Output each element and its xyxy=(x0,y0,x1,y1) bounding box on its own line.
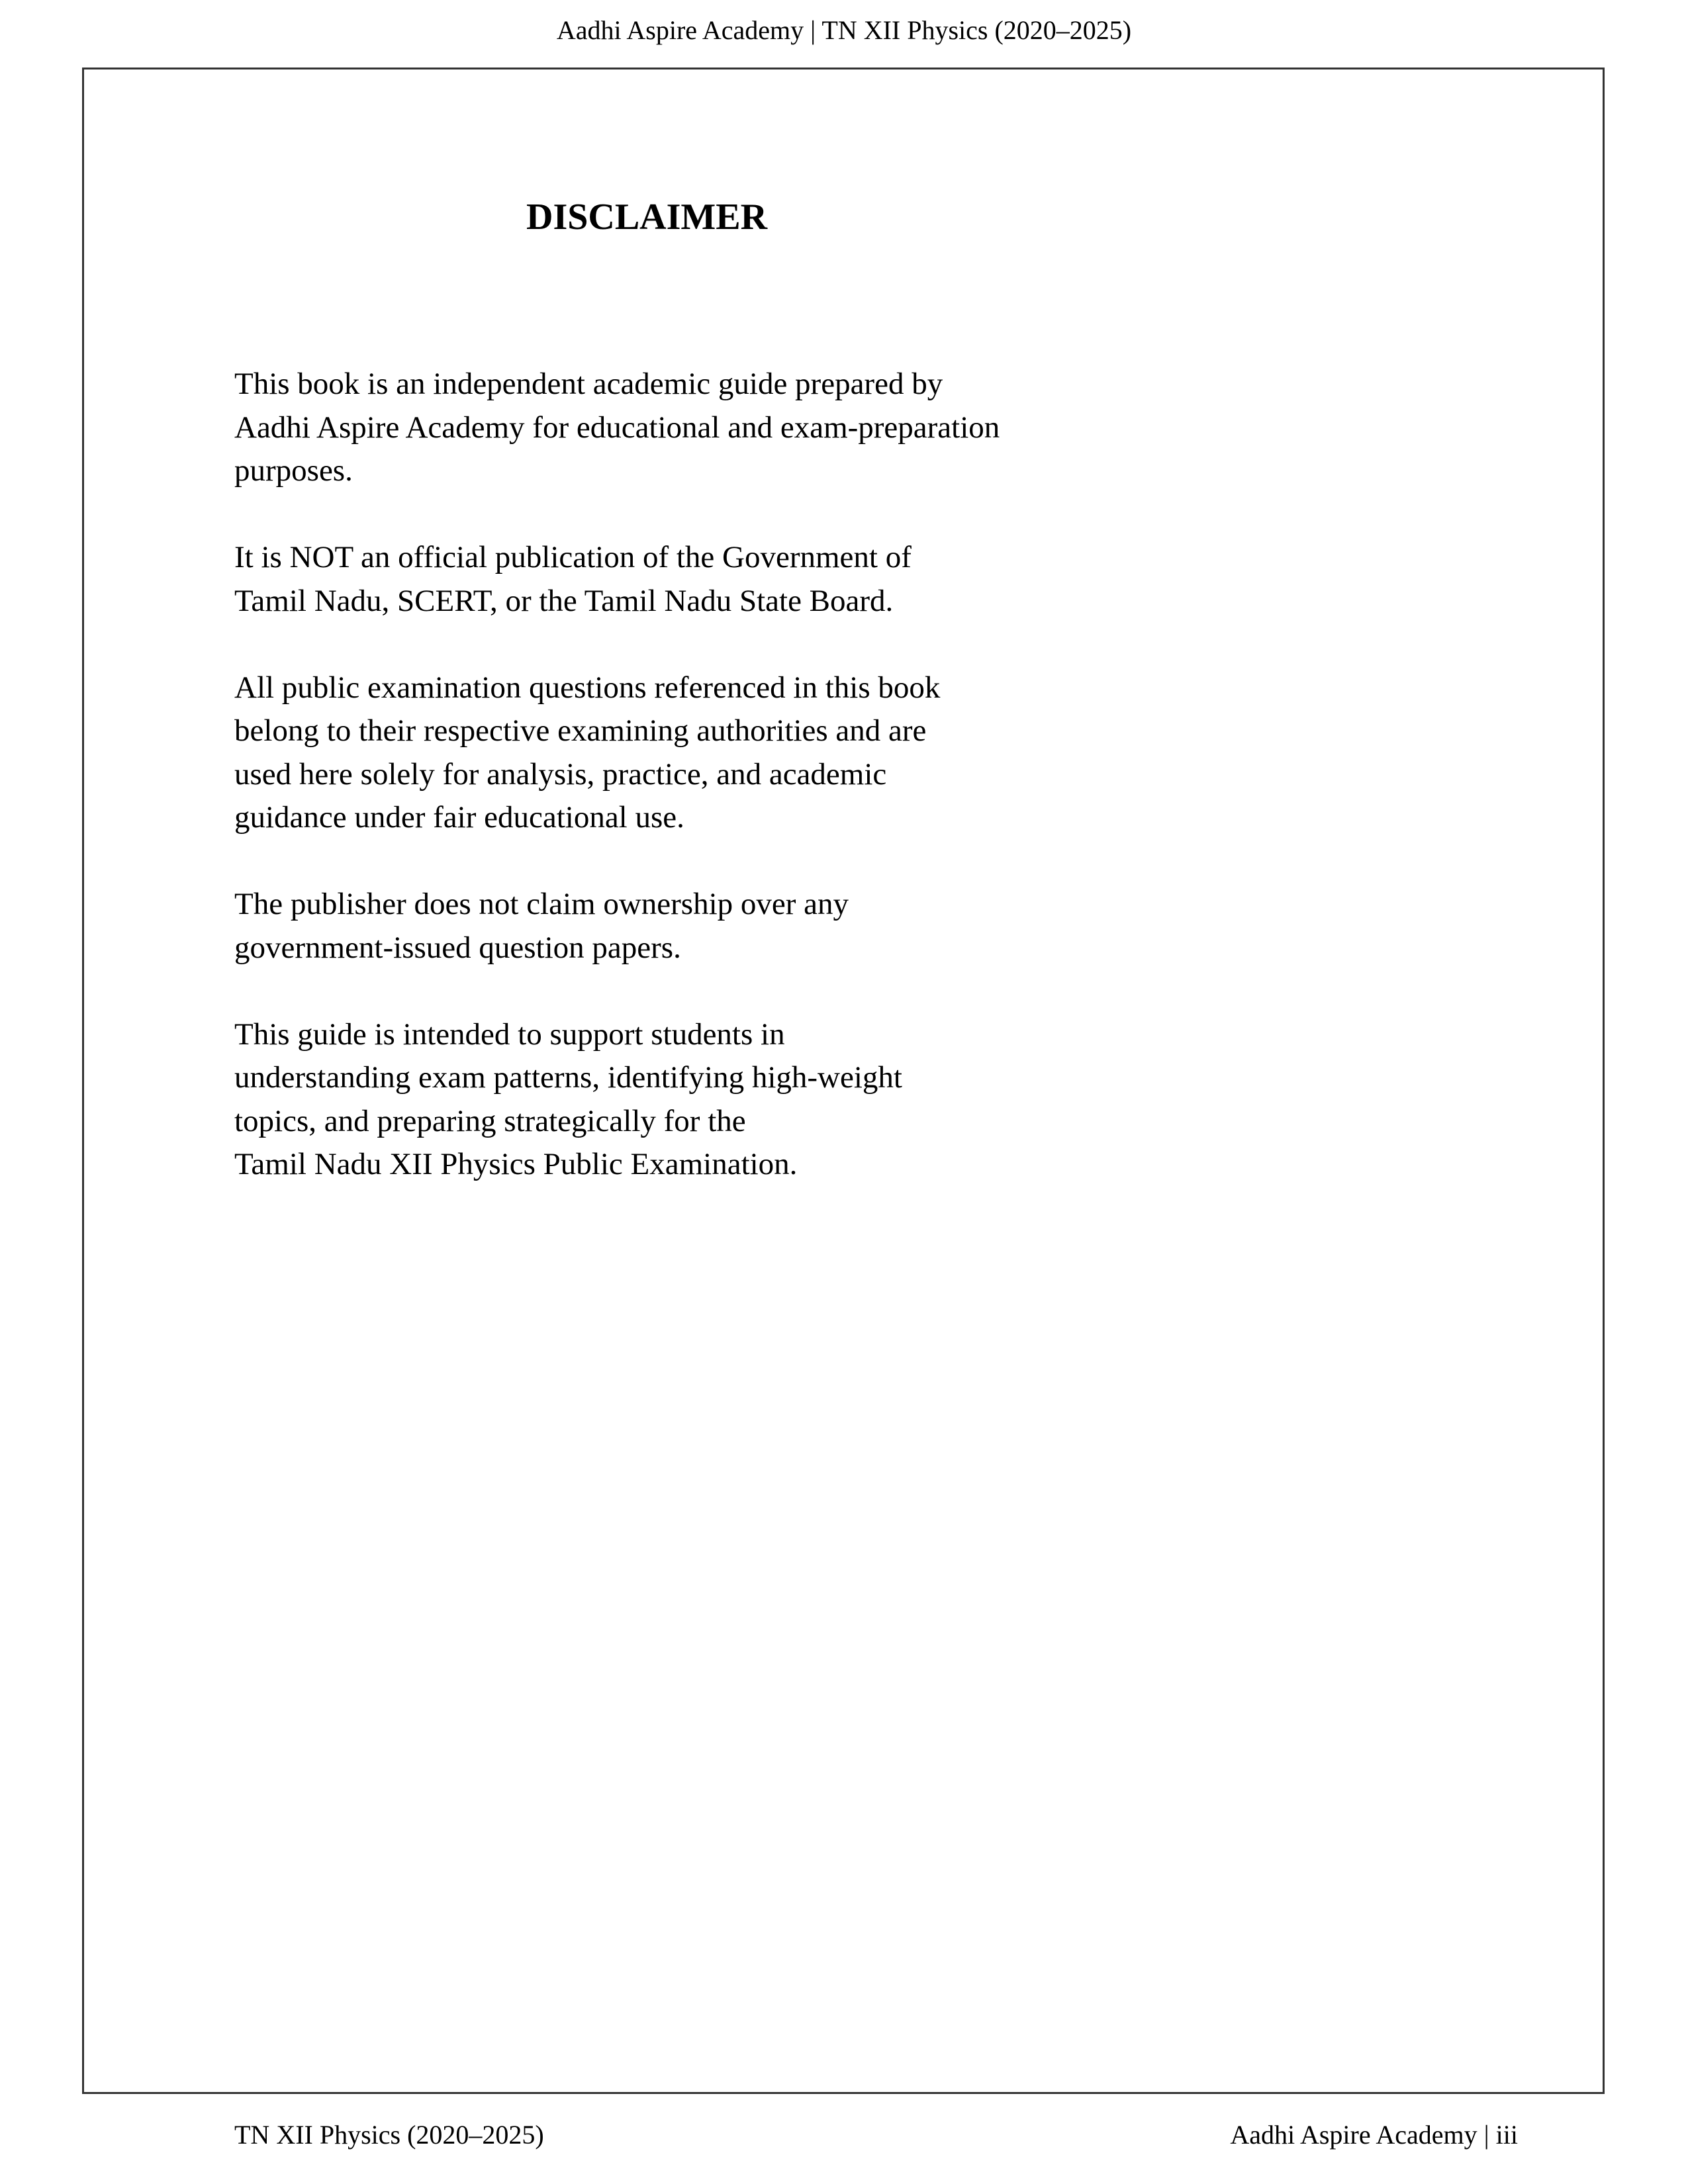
text-line: Tamil Nadu XII Physics Public Examination. xyxy=(234,1147,798,1181)
text-line: guidance under fair educational use. xyxy=(234,800,684,835)
running-header: Aadhi Aspire Academy | TN XII Physics (2020–2025) xyxy=(556,15,1132,45)
text-line: It is NOT an official publication of the Government of xyxy=(234,540,912,574)
footer-book-title: TN XII Physics (2020–2025) xyxy=(234,2120,544,2150)
page-title: DISCLAIMER xyxy=(526,197,768,238)
footer-page-number: Aadhi Aspire Academy | iii xyxy=(1230,2120,1518,2150)
text-line: All public examination questions referenced in this book xyxy=(234,670,941,705)
text-line: used here solely for analysis, practice, and academic xyxy=(234,756,887,792)
text-line: belong to their respective examining authorities and are xyxy=(234,713,927,748)
text-line: This book is an independent academic guide prepared by xyxy=(234,367,943,401)
text-line: The publisher does not claim ownership over any xyxy=(234,887,849,921)
disclaimer-body xyxy=(234,363,1360,1230)
text-line: This guide is intended to support students in xyxy=(234,1017,785,1052)
disclaimer-paragraph-purpose xyxy=(234,1013,1360,1187)
text-line: Tamil Nadu, SCERT, or the Tamil Nadu State Board. xyxy=(234,583,894,618)
text-line: understanding exam patterns, identifying high-weight xyxy=(234,1060,902,1095)
disclaimer-paragraph-not-official xyxy=(234,536,1360,623)
text-line: topics, and preparing strategically for the xyxy=(234,1103,746,1138)
disclaimer-paragraph-no-claim xyxy=(234,883,1360,970)
disclaimer-paragraph-question-ownership xyxy=(234,666,1360,840)
text-line: purposes. xyxy=(234,453,353,488)
text-line: Aadhi Aspire Academy for educational and exam-preparation xyxy=(234,410,1000,445)
disclaimer-paragraph-independent-guide xyxy=(234,363,1360,493)
text-line: government-issued question papers. xyxy=(234,930,681,965)
